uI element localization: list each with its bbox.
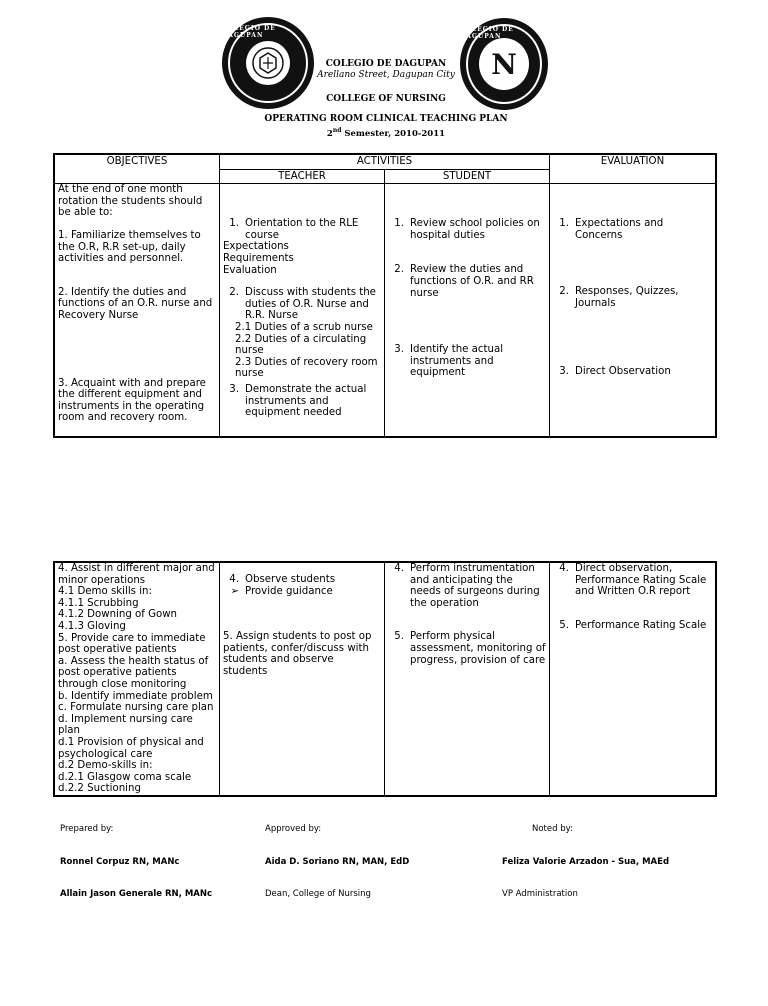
objective-2: 2. Identify the duties and functions of an O.R. nurse and Recovery Nurse [58,286,213,321]
objective-line: d. Implement nursing care plan [58,713,193,737]
school-name: COLEGIO DE DAGUPAN [325,59,447,69]
table-row [55,563,716,796]
student-item-1: 1. Review school policies on hospital duties [394,218,540,241]
approved-name: Aida D. Soriano RN, MAN, EdD [265,857,410,867]
school-address: Arellano Street, Dagupan City [317,70,455,80]
teacher-sub-1-0: Expectations [223,241,289,253]
evaluation-item-4: 4. Direct observation, Performance Rating Scale and Written O.R report [559,563,707,598]
student-item-5: 5. Perform physical assessment, monitoring of progress, provision of care [394,631,546,666]
teaching-plan-table-part2 [54,562,716,796]
objective-line: 4.1.2 Downing of Gown [58,609,177,621]
student-cell [385,184,550,437]
seal-right-letter: N [491,47,517,81]
teacher-bullet: ➢ Provide guidance [223,586,381,598]
evaluation-cell-2 [550,563,716,796]
evaluation-cell [550,184,716,437]
objective-line: d.2.2 Suctioning [58,783,141,795]
objective-line: c. Formulate nursing care plan [58,702,214,714]
prepared-name-2: Allain Jason Generale RN, MANc [60,889,213,899]
student-cell-2 [385,563,550,796]
student-item-3: 3. Identify the actual instruments and equipment [394,344,504,379]
header-activities: ACTIVITIES [220,155,550,170]
semester-text: Semester, 2010-2011 [341,128,446,139]
header-evaluation: EVALUATION [550,155,716,184]
noted-title: VP Administration [502,889,578,899]
objective-line: d.2.1 Glasgow coma scale [58,771,192,783]
teacher-sub-1-2: Evaluation [223,264,277,276]
evaluation-item-2: 2. Responses, Quizzes, Journals [559,286,679,309]
evaluation-item-5: 5. Performance Rating Scale [559,619,707,631]
objective-line: 4.1 Demo skills in: [58,586,152,598]
evaluation-item-3: 3. Direct Observation [559,365,671,377]
objective-line: 4. Assist in different major and minor operations [58,563,215,586]
objective-1: 1. Familiarize themselves to the O.R, R.R set-up, daily activities and personnel. [58,229,201,265]
header-teacher: TEACHER [220,169,385,184]
teacher-item-3: 3. Demonstrate the actual instruments and equipment needed [229,383,367,419]
noted-by-label: Noted by: [532,824,573,834]
student-item-4: 4. Perform instrumentation and anticipating the needs of surgeons during the operation [394,563,540,609]
seal-left-lettering: COLEGIO DE DAGUPAN [222,25,276,39]
college-name: COLLEGE OF NURSING [326,94,446,104]
objective-line: 4.1.3 Gloving [58,620,126,632]
objectives-cell-2 [55,563,220,796]
noted-name: Feliza Valorie Arzadon - Sua, MAEd [502,857,670,867]
objectives-intro: At the end of one month rotation the students should be able to: [58,184,203,219]
objectives-cell [55,184,220,437]
teacher-item-2: 2. Discuss with students the duties of O.R. Nurse and R.R. Nurse [229,287,376,322]
objective-line: b. Identify immediate problem [58,690,213,702]
objective-line: d.1 Provision of physical and psychological care [58,736,204,760]
arrow-bullet-icon: ➢ [230,585,239,597]
teacher-sub-2-0: 2.1 Duties of a scrub nurse [235,321,373,333]
teacher-cell [220,184,385,437]
teacher-item-1: 1. Orientation to the RLE course [229,218,359,241]
header-objectives: OBJECTIVES [55,155,220,184]
header-student: STUDENT [385,169,550,184]
semester-number: 2 [326,128,333,139]
objective-line: a. Assess the health status of post operative patients through close monitoring [58,655,209,690]
objective-3: 3. Acquaint with and prepare the different equipment and instruments in the operating room and recovery room. [58,377,206,424]
objective-line: 4.1.1 Scrubbing [58,597,139,609]
plan-title: OPERATING ROOM CLINICAL TEACHING PLAN [264,114,508,124]
teacher-sub-2-1: 2.2 Duties of a circulating nurse [235,333,367,357]
approved-title: Dean, College of Nursing [265,889,371,899]
objective-line: d.2 Demo-skills in: [58,760,153,772]
teacher-item-4: 4. Observe students [229,574,336,585]
teacher-sub-1-1: Requirements [223,252,294,264]
semester-suffix: nd [332,127,342,134]
prepared-name-1: Ronnel Corpuz RN, MANc [60,857,180,867]
prepared-by-label: Prepared by: [60,824,114,834]
teacher-sub-2-2: 2.3 Duties of recovery room nurse [235,356,378,380]
table-row [55,184,716,437]
evaluation-item-1: 1. Expectations and Concerns [559,218,664,241]
approved-by-label: Approved by: [265,824,322,834]
objective-line: 5. Provide care to immediate post operative patients [58,632,206,656]
student-item-2: 2. Review the duties and functions of O.R. and RR nurse [394,264,534,299]
teacher-cell-2 [220,563,385,796]
teaching-plan-table-part1 [54,154,716,437]
table-header-row [55,155,716,170]
teacher-item-5: 5. Assign students to post op patients, confer/discuss with students and observe students [223,631,372,677]
semester-line [2,127,768,139]
seal-right-lettering: COLEGIO DE DAGUPAN [460,26,514,40]
